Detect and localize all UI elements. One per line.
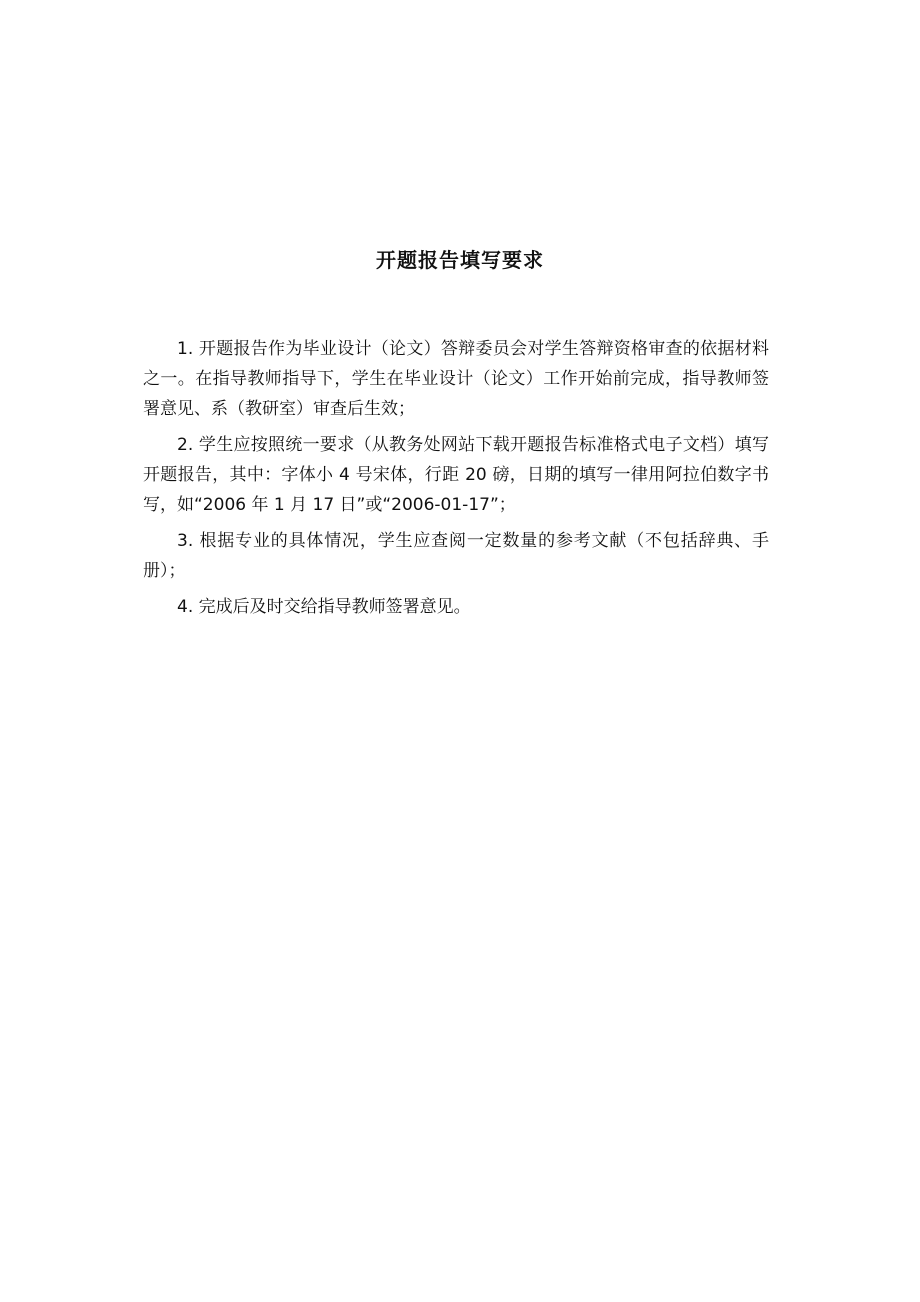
- requirement-number: 4.: [177, 597, 194, 617]
- requirement-text: 根据专业的具体情况，学生应查阅一定数量的参考文献（不包括辞典、手册）；: [143, 531, 770, 581]
- requirement-number: 2.: [177, 435, 194, 455]
- requirement-item-2: [143, 430, 769, 520]
- requirement-number: 3.: [177, 531, 194, 551]
- requirement-number: 1.: [177, 339, 194, 359]
- requirement-text: 开题报告作为毕业设计（论文）答辩委员会对学生答辩资格审查的依据材料之一。在指导教师指导下，学生在毕业设计（论文）工作开始前完成，指导教师签署意见、系（教研室）审查后生效；: [143, 339, 769, 419]
- requirement-text: 学生应按照统一要求（从教务处网站下载开题报告标准格式电子文档）填写开题报告，其中：字体小 4 号宋体，行距 20 磅，日期的填写一律用阿拉伯数字书写，如“2006 年 1 月 17 日”或“2006-01-17”；: [143, 435, 769, 515]
- document-title: 开题报告填写要求: [376, 248, 544, 272]
- requirement-item-4: [143, 592, 769, 622]
- requirements-list: [143, 334, 769, 628]
- requirement-text: 完成后及时交给指导教师签署意见。: [198, 597, 471, 617]
- requirement-item-1: [143, 334, 769, 424]
- requirement-item-3: [143, 526, 769, 586]
